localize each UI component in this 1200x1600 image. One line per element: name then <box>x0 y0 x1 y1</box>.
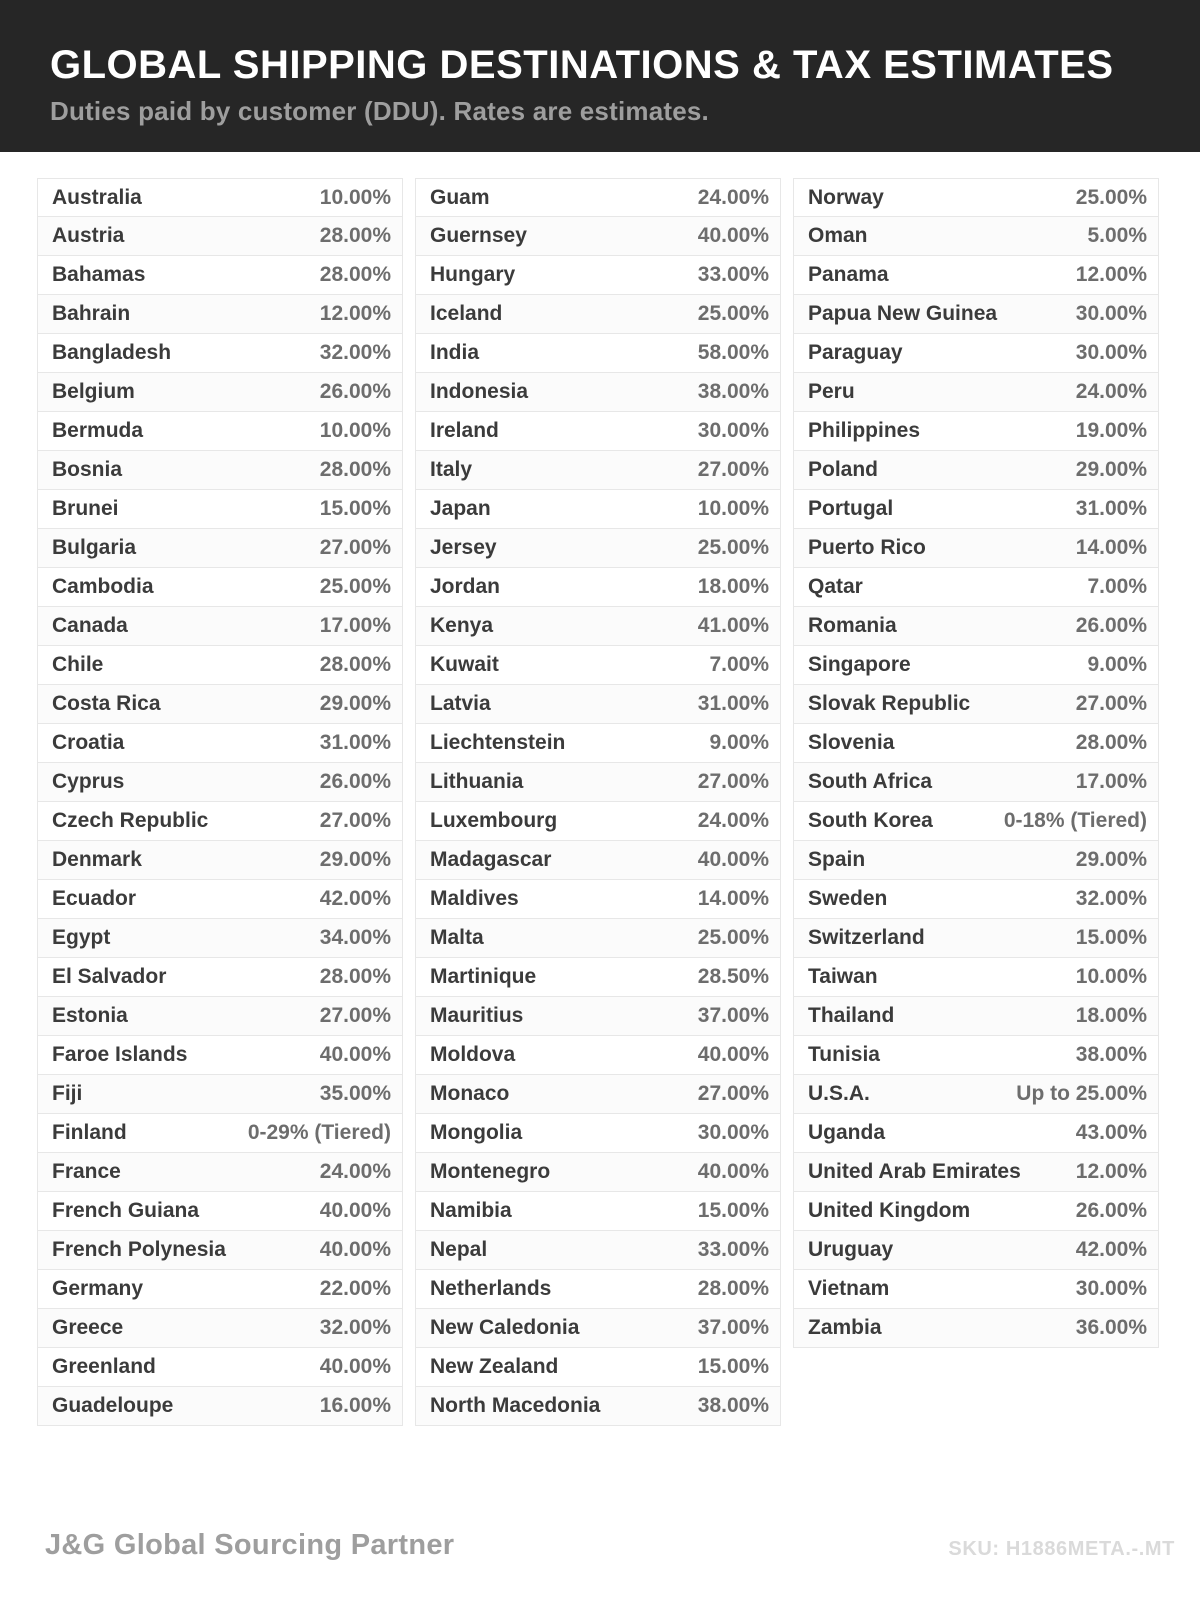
country-name: Luxembourg <box>430 809 558 832</box>
rate-value: 37.00% <box>697 1316 769 1339</box>
rate-value: 29.00% <box>319 692 391 715</box>
country-name: Bangladesh <box>52 341 172 364</box>
rate-value: 26.00% <box>319 770 391 793</box>
rate-value: 33.00% <box>697 1238 769 1261</box>
rate-value: 40.00% <box>697 1160 769 1183</box>
table-row <box>37 1036 403 1075</box>
country-name: Philippines <box>808 419 921 442</box>
country-name: Latvia <box>430 692 491 715</box>
country-name: Japan <box>430 497 491 520</box>
table-row <box>37 607 403 646</box>
table-row <box>415 1270 781 1309</box>
country-name: Cyprus <box>52 770 125 793</box>
rate-value: 24.00% <box>697 809 769 832</box>
rate-value: 24.00% <box>319 1160 391 1183</box>
rate-value: 0-18% (Tiered) <box>1003 809 1147 832</box>
country-name: Germany <box>52 1277 144 1300</box>
rate-value: 33.00% <box>697 263 769 286</box>
country-name: Liechtenstein <box>430 731 566 754</box>
table-row <box>415 1309 781 1348</box>
country-name: India <box>430 341 480 364</box>
table-row <box>793 373 1159 412</box>
table-row <box>415 997 781 1036</box>
rate-value: 30.00% <box>1075 302 1147 325</box>
table-row <box>415 763 781 802</box>
country-name: Lithuania <box>430 770 524 793</box>
page-title: GLOBAL SHIPPING DESTINATIONS & TAX ESTIMATES <box>50 43 1114 87</box>
rate-value: 40.00% <box>697 224 769 247</box>
rate-value: 40.00% <box>319 1043 391 1066</box>
table-row <box>415 373 781 412</box>
page-subtitle: Duties paid by customer (DDU). Rates are estimates. <box>50 96 709 126</box>
table-row <box>415 1192 781 1231</box>
table-row <box>415 685 781 724</box>
rate-value: 41.00% <box>697 614 769 637</box>
rate-value: 25.00% <box>697 302 769 325</box>
country-name: Paraguay <box>808 341 903 364</box>
table-row <box>793 841 1159 880</box>
country-name: Bermuda <box>52 419 144 442</box>
country-name: Guam <box>430 185 490 209</box>
table-row <box>793 763 1159 802</box>
table-row <box>37 802 403 841</box>
country-name: Panama <box>808 263 889 286</box>
table-row <box>37 412 403 451</box>
table-row <box>415 646 781 685</box>
table-row <box>793 217 1159 256</box>
country-name: Thailand <box>808 1004 895 1027</box>
country-name: Fiji <box>52 1082 83 1105</box>
country-name: Slovenia <box>808 731 895 754</box>
rate-value: 15.00% <box>697 1199 769 1222</box>
table-row <box>415 1348 781 1387</box>
country-name: Tunisia <box>808 1043 880 1066</box>
table-row <box>793 1075 1159 1114</box>
rate-value: 30.00% <box>697 419 769 442</box>
rate-value: 34.00% <box>319 926 391 949</box>
rates-column-3 <box>793 178 1159 1348</box>
country-name: New Zealand <box>430 1355 559 1378</box>
country-name: Australia <box>52 185 142 209</box>
table-row <box>37 529 403 568</box>
table-row <box>793 646 1159 685</box>
rate-value: 38.00% <box>697 380 769 403</box>
rate-value: 38.00% <box>1075 1043 1147 1066</box>
rate-value: 12.00% <box>1075 1160 1147 1183</box>
rate-value: 27.00% <box>697 770 769 793</box>
rate-value: 28.00% <box>1075 731 1147 754</box>
rate-value: 15.00% <box>319 497 391 520</box>
rate-value: 10.00% <box>319 185 391 209</box>
country-name: French Polynesia <box>52 1238 226 1261</box>
table-row <box>37 880 403 919</box>
rate-value: 27.00% <box>319 1004 391 1027</box>
table-row <box>415 919 781 958</box>
table-row <box>37 217 403 256</box>
country-name: Costa Rica <box>52 692 161 715</box>
rate-value: 28.00% <box>319 965 391 988</box>
country-name: Kenya <box>430 614 494 637</box>
country-name: Bulgaria <box>52 536 137 559</box>
rate-value: 31.00% <box>319 731 391 754</box>
country-name: Jersey <box>430 536 497 559</box>
rate-value: 24.00% <box>1075 380 1147 403</box>
table-row <box>793 1114 1159 1153</box>
rate-value: 40.00% <box>319 1238 391 1261</box>
rate-value: 30.00% <box>697 1121 769 1144</box>
table-row <box>415 568 781 607</box>
country-name: New Caledonia <box>430 1316 580 1339</box>
rate-value: 9.00% <box>709 731 769 754</box>
rate-value: 7.00% <box>1087 575 1147 598</box>
country-name: Martinique <box>430 965 537 988</box>
table-row <box>37 1309 403 1348</box>
country-name: Sweden <box>808 887 888 910</box>
table-row <box>415 724 781 763</box>
rate-value: 22.00% <box>319 1277 391 1300</box>
table-row <box>37 295 403 334</box>
rate-value: 7.00% <box>709 653 769 676</box>
rate-value: 38.00% <box>697 1394 769 1417</box>
table-row <box>793 724 1159 763</box>
country-name: Peru <box>808 380 855 403</box>
table-row <box>793 919 1159 958</box>
table-row <box>793 1231 1159 1270</box>
table-row <box>793 1153 1159 1192</box>
country-name: Namibia <box>430 1199 512 1222</box>
rate-value: 15.00% <box>697 1355 769 1378</box>
sku-label: SKU: H1886META.-.MT <box>948 1537 1175 1560</box>
rate-value: 10.00% <box>319 419 391 442</box>
table-row <box>37 1075 403 1114</box>
country-name: Cambodia <box>52 575 154 598</box>
table-row <box>37 334 403 373</box>
rate-value: 43.00% <box>1075 1121 1147 1144</box>
table-row <box>37 919 403 958</box>
table-row <box>37 1270 403 1309</box>
rate-value: 36.00% <box>1075 1316 1147 1339</box>
rate-value: 31.00% <box>697 692 769 715</box>
country-name: Faroe Islands <box>52 1043 188 1066</box>
header-banner <box>0 0 1200 152</box>
table-row <box>415 880 781 919</box>
country-name: North Macedonia <box>430 1394 601 1417</box>
country-name: Brunei <box>52 497 119 520</box>
table-row <box>793 685 1159 724</box>
country-name: Greece <box>52 1316 124 1339</box>
country-name: Nepal <box>430 1238 488 1261</box>
rate-value: 30.00% <box>1075 1277 1147 1300</box>
country-name: United Kingdom <box>808 1199 971 1222</box>
country-name: Belgium <box>52 380 135 403</box>
table-row <box>37 685 403 724</box>
country-name: Malta <box>430 926 484 949</box>
country-name: Austria <box>52 224 125 247</box>
table-row <box>415 412 781 451</box>
country-name: South Korea <box>808 809 933 832</box>
country-name: Kuwait <box>430 653 499 676</box>
table-row <box>415 1387 781 1426</box>
table-row <box>793 334 1159 373</box>
rate-value: 28.00% <box>697 1277 769 1300</box>
country-name: Madagascar <box>430 848 552 871</box>
country-name: Bahamas <box>52 263 146 286</box>
rate-value: 40.00% <box>697 1043 769 1066</box>
rate-value: 27.00% <box>1075 692 1147 715</box>
rate-value: 17.00% <box>319 614 391 637</box>
table-row <box>37 178 403 217</box>
country-name: Denmark <box>52 848 142 871</box>
table-row <box>793 490 1159 529</box>
country-name: Singapore <box>808 653 911 676</box>
table-row <box>37 1192 403 1231</box>
rate-value: 15.00% <box>1075 926 1147 949</box>
rate-value: 31.00% <box>1075 497 1147 520</box>
country-name: Slovak Republic <box>808 692 971 715</box>
country-name: Croatia <box>52 731 125 754</box>
country-name: Poland <box>808 458 879 481</box>
rate-value: 16.00% <box>319 1394 391 1417</box>
table-row <box>415 1036 781 1075</box>
rate-value: 42.00% <box>319 887 391 910</box>
table-row <box>793 607 1159 646</box>
rate-value: 27.00% <box>319 536 391 559</box>
table-row <box>415 958 781 997</box>
country-name: El Salvador <box>52 965 167 988</box>
country-name: Guadeloupe <box>52 1394 174 1417</box>
country-name: Zambia <box>808 1316 882 1339</box>
table-row <box>415 607 781 646</box>
country-name: Egypt <box>52 926 111 949</box>
table-row <box>37 373 403 412</box>
country-name: Montenegro <box>430 1160 551 1183</box>
table-row <box>415 256 781 295</box>
rate-value: 58.00% <box>697 341 769 364</box>
country-name: Chile <box>52 653 104 676</box>
table-row <box>37 568 403 607</box>
country-name: Czech Republic <box>52 809 209 832</box>
table-row <box>793 568 1159 607</box>
country-name: United Arab Emirates <box>808 1160 1021 1183</box>
country-name: Portugal <box>808 497 894 520</box>
table-row <box>415 334 781 373</box>
country-name: Oman <box>808 224 868 247</box>
table-row <box>37 763 403 802</box>
rate-value: 28.50% <box>697 965 769 988</box>
table-row <box>37 724 403 763</box>
rate-value: 40.00% <box>319 1199 391 1222</box>
rate-value: 26.00% <box>319 380 391 403</box>
country-name: Puerto Rico <box>808 536 926 559</box>
rate-value: 25.00% <box>1075 185 1147 209</box>
table-row <box>415 1075 781 1114</box>
table-row <box>415 178 781 217</box>
rate-value: 40.00% <box>697 848 769 871</box>
table-row <box>793 295 1159 334</box>
table-row <box>37 1387 403 1426</box>
rate-value: 19.00% <box>1075 419 1147 442</box>
table-row <box>793 1309 1159 1348</box>
table-row <box>37 1114 403 1153</box>
country-name: Finland <box>52 1121 127 1144</box>
country-name: Uganda <box>808 1121 886 1144</box>
rate-value: 10.00% <box>1075 965 1147 988</box>
rate-value: Up to 25.00% <box>1016 1082 1147 1105</box>
rate-value: 32.00% <box>319 1316 391 1339</box>
country-name: Switzerland <box>808 926 925 949</box>
table-row <box>37 841 403 880</box>
country-name: Ireland <box>430 419 499 442</box>
rate-value: 14.00% <box>697 887 769 910</box>
table-row <box>415 1153 781 1192</box>
table-row <box>793 958 1159 997</box>
brand-name: J&G Global Sourcing Partner <box>45 1529 455 1561</box>
country-name: Norway <box>808 185 884 209</box>
rate-value: 25.00% <box>697 536 769 559</box>
table-row <box>415 841 781 880</box>
table-row <box>37 1348 403 1387</box>
country-name: Greenland <box>52 1355 156 1378</box>
table-row <box>793 802 1159 841</box>
rate-value: 28.00% <box>319 224 391 247</box>
table-row <box>793 451 1159 490</box>
rate-value: 27.00% <box>319 809 391 832</box>
table-row <box>415 529 781 568</box>
country-name: Spain <box>808 848 866 871</box>
rate-value: 30.00% <box>1075 341 1147 364</box>
table-row <box>37 1231 403 1270</box>
country-name: Bahrain <box>52 302 131 325</box>
table-row <box>793 1192 1159 1231</box>
rates-column-2 <box>415 178 781 1426</box>
table-row <box>37 646 403 685</box>
rate-value: 26.00% <box>1075 614 1147 637</box>
rate-value: 37.00% <box>697 1004 769 1027</box>
country-name: Taiwan <box>808 965 878 988</box>
table-row <box>415 802 781 841</box>
table-row <box>415 217 781 256</box>
table-row <box>793 880 1159 919</box>
country-name: Papua New Guinea <box>808 302 998 325</box>
country-name: Indonesia <box>430 380 529 403</box>
rate-value: 17.00% <box>1075 770 1147 793</box>
rate-value: 40.00% <box>319 1355 391 1378</box>
country-name: France <box>52 1160 121 1183</box>
country-name: Ecuador <box>52 887 137 910</box>
country-name: Bosnia <box>52 458 123 481</box>
table-row <box>793 256 1159 295</box>
table-row <box>415 1231 781 1270</box>
table-row <box>415 295 781 334</box>
table-row <box>37 451 403 490</box>
country-name: Netherlands <box>430 1277 552 1300</box>
country-name: Moldova <box>430 1043 516 1066</box>
table-row <box>37 958 403 997</box>
rate-value: 42.00% <box>1075 1238 1147 1261</box>
rate-value: 14.00% <box>1075 536 1147 559</box>
country-name: Uruguay <box>808 1238 894 1261</box>
country-name: Maldives <box>430 887 519 910</box>
rate-value: 18.00% <box>1075 1004 1147 1027</box>
country-name: Italy <box>430 458 473 481</box>
rate-value: 27.00% <box>697 458 769 481</box>
table-row <box>415 451 781 490</box>
rate-value: 12.00% <box>319 302 391 325</box>
rate-value: 10.00% <box>697 497 769 520</box>
country-name: Qatar <box>808 575 863 598</box>
country-name: Estonia <box>52 1004 128 1027</box>
country-name: South Africa <box>808 770 933 793</box>
table-row <box>793 1270 1159 1309</box>
rate-value: 25.00% <box>697 926 769 949</box>
rate-value: 18.00% <box>697 575 769 598</box>
table-row <box>37 1153 403 1192</box>
rate-value: 27.00% <box>697 1082 769 1105</box>
rate-value: 28.00% <box>319 458 391 481</box>
rates-table <box>37 178 1159 1426</box>
rate-value: 24.00% <box>697 185 769 209</box>
table-row <box>37 256 403 295</box>
table-row <box>793 412 1159 451</box>
rate-value: 28.00% <box>319 653 391 676</box>
country-name: Monaco <box>430 1082 510 1105</box>
table-row <box>37 997 403 1036</box>
rate-value: 28.00% <box>319 263 391 286</box>
country-name: Guernsey <box>430 224 527 247</box>
table-row <box>793 1036 1159 1075</box>
rate-value: 32.00% <box>1075 887 1147 910</box>
country-name: Iceland <box>430 302 503 325</box>
country-name: Romania <box>808 614 897 637</box>
country-name: U.S.A. <box>808 1082 870 1105</box>
rate-value: 29.00% <box>1075 848 1147 871</box>
rate-value: 0-29% (Tiered) <box>247 1121 391 1144</box>
country-name: French Guiana <box>52 1199 200 1222</box>
country-name: Mauritius <box>430 1004 524 1027</box>
table-row <box>415 1114 781 1153</box>
table-row <box>793 997 1159 1036</box>
rate-value: 12.00% <box>1075 263 1147 286</box>
country-name: Canada <box>52 614 128 637</box>
table-row <box>37 490 403 529</box>
country-name: Vietnam <box>808 1277 890 1300</box>
rate-value: 9.00% <box>1087 653 1147 676</box>
rate-value: 32.00% <box>319 341 391 364</box>
table-row <box>793 178 1159 217</box>
country-name: Jordan <box>430 575 501 598</box>
table-row <box>793 529 1159 568</box>
rate-value: 25.00% <box>319 575 391 598</box>
rate-value: 29.00% <box>319 848 391 871</box>
rates-column-1 <box>37 178 403 1426</box>
rate-value: 26.00% <box>1075 1199 1147 1222</box>
table-row <box>415 490 781 529</box>
rate-value: 5.00% <box>1087 224 1147 247</box>
footer <box>45 1528 1175 1563</box>
country-name: Mongolia <box>430 1121 523 1144</box>
rate-value: 29.00% <box>1075 458 1147 481</box>
country-name: Hungary <box>430 263 516 286</box>
rate-value: 35.00% <box>319 1082 391 1105</box>
